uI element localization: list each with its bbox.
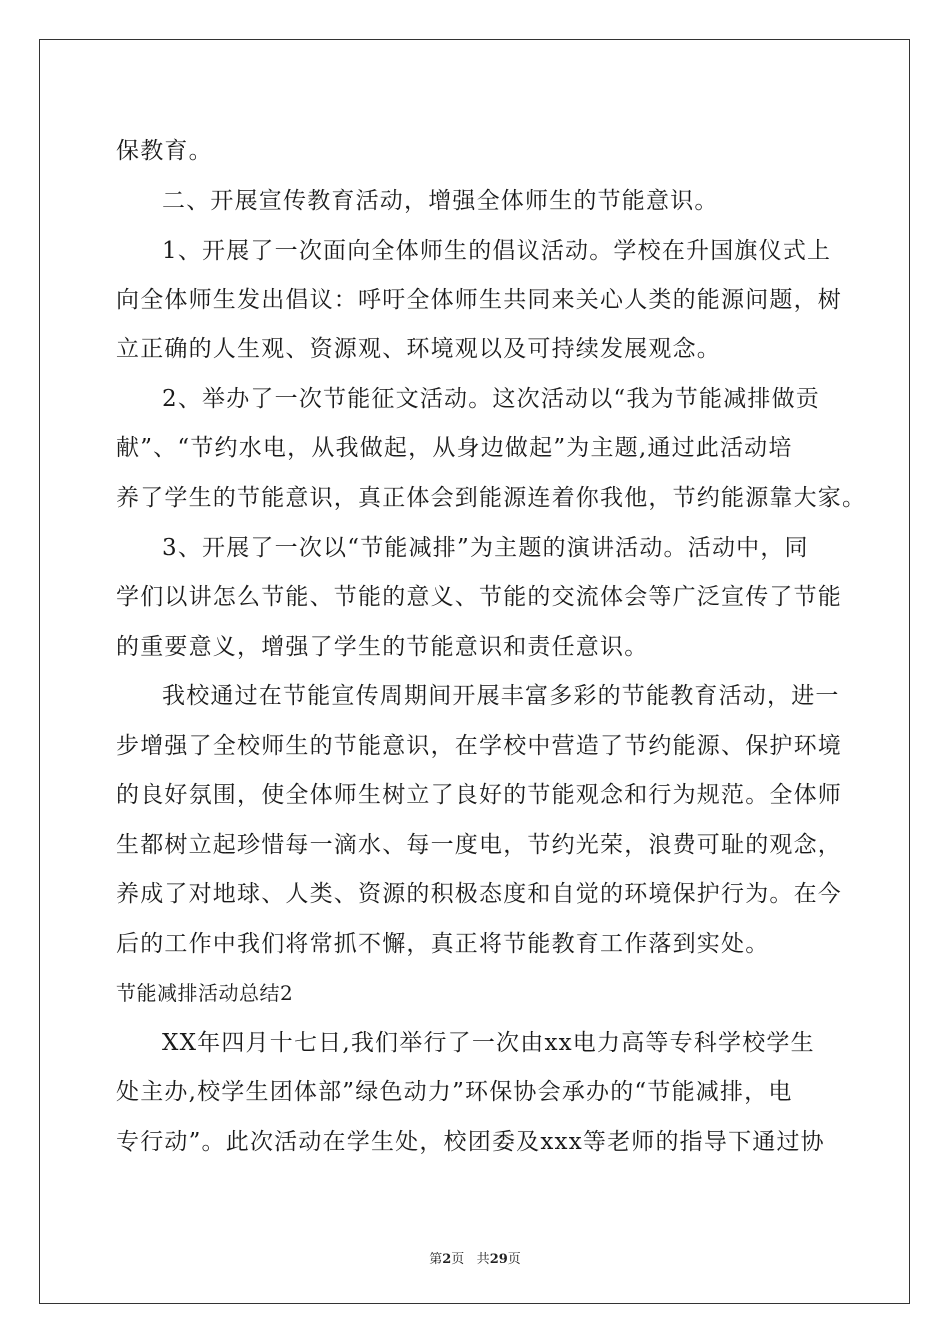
- paragraph-line: 3、开展了一次以“节能减排”为主题的演讲活动。活动中，同: [162, 535, 809, 561]
- paragraph-line: 1、开展了一次面向全体师生的倡议活动。学校在升国旗仪式上: [162, 238, 832, 264]
- paragraph-line: 专行动”。此次活动在学生处，校团委及xxx等老师的指导下通过协: [116, 1129, 825, 1155]
- page-number: 2: [442, 1252, 452, 1267]
- paragraph-line: 保教育。: [116, 138, 213, 164]
- paragraph-line: 二、开展宣传教育活动，增强全体师生的节能意识。: [162, 188, 719, 214]
- paragraph-line: 处主办,校学生团体部”绿色动力”环保协会承办的“节能减排，电: [116, 1079, 793, 1105]
- paragraph-line: 立正确的人生观、资源观、环境观以及可持续发展观念。: [116, 336, 721, 362]
- paragraph-line: 我校通过在节能宣传周期间开展丰富多彩的节能教育活动，进一: [162, 683, 840, 709]
- total-pages: 29: [489, 1252, 508, 1267]
- paragraph-line: 学们以讲怎么节能、节能的意义、节能的交流体会等广泛宣传了节能: [116, 584, 842, 610]
- paragraph-line: XX年四月十七日,我们举行了一次由xx电力高等专科学校学生: [162, 1030, 815, 1056]
- paragraph-line: 献”、“节约水电，从我做起，从身边做起”为主题,通过此活动培: [116, 435, 793, 461]
- page-suffix: 页: [451, 1252, 465, 1267]
- paragraph-line: 2、举办了一次节能征文活动。这次活动以“我为节能减排做贡: [162, 386, 820, 412]
- paragraph-line: 生都树立起珍惜每一滴水、每一度电，节约光荣，浪费可耻的观念，: [116, 832, 842, 858]
- page-border: [39, 39, 910, 1304]
- paragraph-line: 的良好氛围，使全体师生树立了良好的节能观念和行为规范。全体师: [116, 782, 842, 808]
- section-heading: 节能减排活动总结2: [116, 981, 294, 1005]
- paragraph-line: 养成了对地球、人类、资源的积极态度和自觉的环境保护行为。在今: [116, 881, 842, 907]
- page-prefix: 第: [429, 1252, 443, 1267]
- paragraph-line: 后的工作中我们将常抓不懈，真正将节能教育工作落到实处。: [116, 931, 770, 957]
- total-prefix: 共: [476, 1252, 490, 1267]
- paragraph-line: 步增强了全校师生的节能意识，在学校中营造了节约能源、保护环境: [116, 733, 842, 759]
- paragraph-line: 的重要意义，增强了学生的节能意识和责任意识。: [116, 634, 649, 660]
- paragraph-line: 向全体师生发出倡议：呼吁全体师生共同来关心人类的能源问题，树: [116, 287, 842, 313]
- paragraph-line: 养了学生的节能意识，真正体会到能源连着你我他，节约能源靠大家。: [116, 485, 867, 511]
- page-footer: [0, 1248, 950, 1267]
- total-suffix: 页: [507, 1252, 521, 1267]
